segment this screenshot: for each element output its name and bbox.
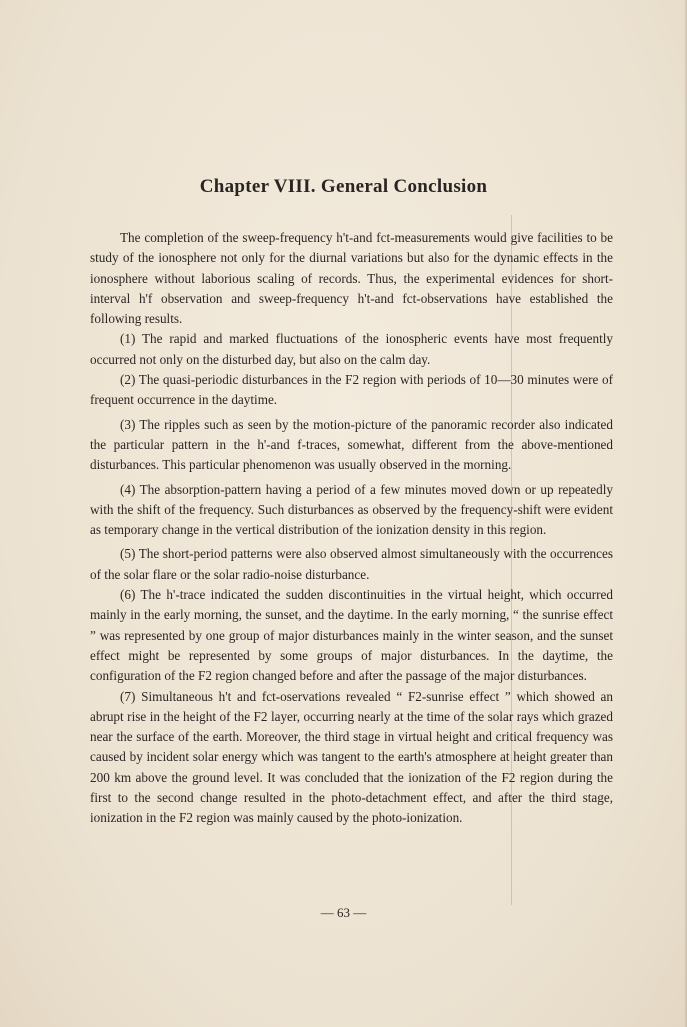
- result-item-4: (4) The absorption-pattern having a period of a few minutes moved down or up repeatedly with the shift of the frequency. Such disturbances as observed by the frequency-shift were evident as temporary change in the vertical distribution of the ionization density in this region.: [90, 481, 613, 538]
- result-item-7: (7) Simultaneous h't and fct-oservations revealed “ F2-sunrise effect ” which showed an abrupt rise in the height of the F2 layer, occurring nearly at the time of the solar rays which grazed near the surface of the earth. Moreover, the third stage in virtual height and critical frequency was caused by incident solar energy which was tangent to the earth's atmosphere at height greater than 200 km above the ground level. It was concluded that the ionization of the F2 region during the first to the second change resulted in the photo-detachment effect, and after the third stage, ionization in the F2 region was mainly caused by the photo-ionization.: [90, 688, 613, 826]
- result-item-3: (3) The ripples such as seen by the motion-picture of the panoramic recorder also indicated the particular pattern in the h'-and f-traces, somewhat, different from the above-mentioned disturbances. This particular phenomenon was usually observed in the morning.: [90, 416, 613, 473]
- page-number: — 63 —: [320, 905, 367, 920]
- chapter-title: Chapter VIII. General Conclusion: [199, 176, 488, 197]
- result-item-6: (6) The h'-trace indicated the sudden discontinuities in the virtual height, which occurred mainly in the early morning, the sunset, and the daytime. In the early morning, “ the sunrise effect ” was represented by one group of major disturbances mainly in the winter season, and the sunset effect might be represented by some groups of major disturbances. In the daytime, the configuration of the F2 region changed before and after the passage of the major disturbances.: [90, 587, 613, 684]
- result-item-5: (5) The short-period patterns were also observed almost simultaneously with the occurrences of the solar flare or the solar radio-noise disturbance.: [90, 546, 613, 582]
- chapter-body: [90, 228, 613, 829]
- result-item-2: (2) The quasi-periodic disturbances in the F2 region with periods of 10—30 minutes were of frequent occurrence in the daytime.: [90, 372, 613, 408]
- result-item-1: (1) The rapid and marked fluctuations of the ionospheric events have most frequently occurred not only on the disturbed day, but also on the calm day.: [90, 331, 613, 367]
- intro-paragraph: The completion of the sweep-frequency h't-and fct-measurements would give facilities to be study of the ionosphere not only for the diurnal variations but also for the dynamic effects in the ionosphere without laborious scaling of records. Thus, the experimental evidences for short-interval h'f observation and sweep-frequency h't-and fct-observations have established the following results.: [90, 230, 613, 327]
